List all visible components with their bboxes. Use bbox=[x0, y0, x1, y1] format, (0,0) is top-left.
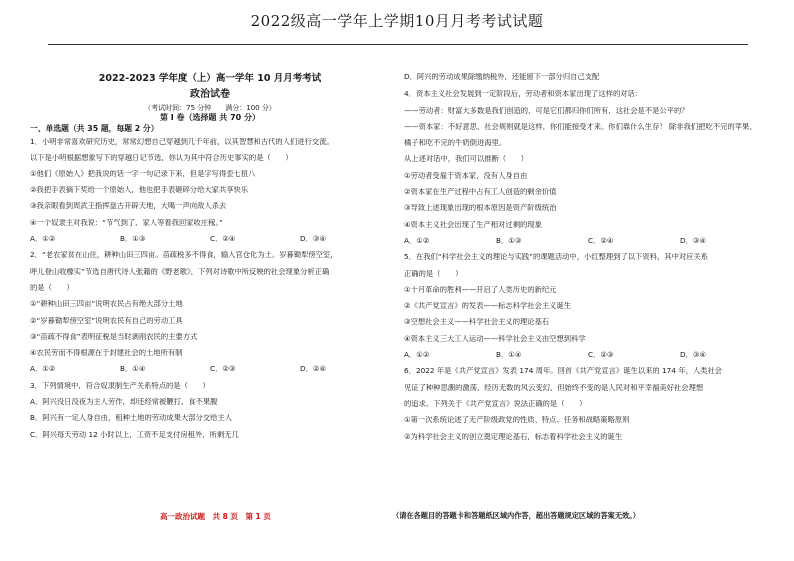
question-item: ④资本主义三大工人运动——科学社会主义由空想到科学 bbox=[404, 334, 586, 343]
option-c: C．②③ bbox=[588, 350, 614, 360]
question-stem: 见证了种种思潮的激荡，经历无数的风云变幻，但始终不变的是人民对和平幸福美好社会理想 bbox=[404, 383, 704, 391]
question-item: ④资本主义社会出现了生产相对过剩的现象 bbox=[404, 220, 542, 228]
question-stem: 6．2022 年是《共产党宣言》发表 174 周年。回首《共产党宣言》诞生以来的 174 年，人类社会 bbox=[404, 367, 723, 375]
option-c: C．②④ bbox=[210, 234, 236, 244]
answer-area-notice: （请在各题目的答题卡和答题纸区域内作答，超出答题规定区域的答案无效。） bbox=[392, 511, 640, 520]
header-title: 2022级高一学年上学期10月月考考试试题 bbox=[250, 12, 544, 30]
question-stem: 1．小明非常喜欢研究历史，常常幻想自己穿越到几千年前，以其智慧和古代的人们进行交流。 bbox=[30, 138, 334, 146]
part-title: 第 I 卷（选择题 共 70 分） bbox=[159, 112, 261, 122]
question-item: D．阿兴的劳动成果除缴纳税外，还能留下一部分归自己支配 bbox=[404, 73, 600, 81]
option-c: C．②④ bbox=[588, 235, 614, 245]
option-a: A．①② bbox=[30, 364, 56, 374]
question-item: ②《共产党宣言》的发表——标志科学社会主义诞生 bbox=[404, 302, 572, 310]
option-b: B．①③ bbox=[496, 235, 522, 245]
option-b: B．①④ bbox=[120, 364, 146, 374]
question-item: ④一个奴隶主对我说：“节气到了，家人等着我回家收庄稼。” bbox=[30, 218, 223, 227]
option-b: B．①④ bbox=[496, 350, 522, 360]
question-stem: 以下是小明根据想象写下的穿越日记节选，你认为其中符合历史事实的是（ ） bbox=[30, 153, 293, 161]
question-stem: 的是（ ） bbox=[30, 283, 74, 292]
right-column bbox=[404, 70, 772, 440]
option-d: D．②④ bbox=[300, 364, 326, 374]
left-column bbox=[30, 70, 390, 438]
question-stem: 4．资本主义社会发展到一定阶段后，劳动者和资本家出现了这样的对话： bbox=[404, 90, 643, 98]
question-stem: 5．在我们“科学社会主义的理论与实践”的课题活动中，小红整理到了以下资料，其中对应关系 bbox=[404, 253, 709, 261]
option-a: A．①② bbox=[404, 350, 430, 360]
question-item: A．阿兴没日没夜为主人劳作，却还经常被鞭打、食不果腹 bbox=[30, 398, 218, 406]
question-6 bbox=[404, 367, 772, 439]
question-stem: 3．下列情境中，符合奴隶制生产关系特点的是（ ） bbox=[30, 381, 210, 390]
dialog-line: 橘子和吃不完的牛奶倒进海里。 bbox=[404, 139, 507, 147]
subject-title: 政治试卷 bbox=[190, 88, 230, 100]
question-4 bbox=[404, 90, 772, 244]
question-1 bbox=[30, 138, 390, 242]
option-d: D．③④ bbox=[680, 235, 706, 245]
question-item: ②我把手表摘下奖给一个原始人，他也把手表砸碎分给大家共享快乐 bbox=[30, 186, 249, 194]
question-stem: 从上述对话中，我们可以推断（ ） bbox=[404, 155, 529, 163]
exam-info: （考试时间：75 分钟 满分：100 分） bbox=[144, 103, 276, 112]
page-footer-label: 高一政治试题 共 8 页 第 1 页 bbox=[160, 512, 271, 521]
section-heading: 一、单选题（共 35 题，每题 2 分） bbox=[30, 123, 159, 133]
question-stem: 2．“老农家贫在山住，耕种山田三四亩。苗疏税多不得食，输入官仓化为土。岁暮锄犁傍空室， bbox=[30, 251, 338, 259]
option-d: D．③④ bbox=[680, 350, 706, 360]
question-item: ④农民劳而不得根源在于封建社会的土地所有制 bbox=[30, 349, 183, 357]
question-item: ②为科学社会主义的创立奠定理论基石，标志着科学社会主义的诞生 bbox=[404, 432, 623, 440]
question-stem: 呼儿登山收橡实”节选自唐代诗人张籍的《野老歌》，下列对诗歌中所反映的社会现象分析正确 bbox=[30, 267, 330, 275]
dialog-line: ——劳动者：财富大多数是我们创造的，可是它们都归你们所有，这社会是不是公平的？ bbox=[404, 106, 689, 114]
question-item: ①第一次系统论述了无产阶级政党的性质、特点、任务和战略策略原则 bbox=[404, 416, 630, 424]
option-a: A．①② bbox=[404, 235, 430, 245]
question-item: ②“岁暮锄犁傍空室”说明农民有自己的劳动工具 bbox=[30, 316, 183, 324]
option-a: A．①② bbox=[30, 234, 56, 244]
dialog-line: ——资本家：不好意思，社会规则就是这样，你们能接受才来。你们靠什么生存！ 除非我们把吃不完的苹果、 bbox=[404, 122, 757, 131]
question-item: ①十月革命的胜利——开启了人类历史的新纪元 bbox=[404, 285, 557, 294]
question-item: ①劳动者受雇于资本家，没有人身自由 bbox=[404, 171, 528, 180]
question-item: ①“耕种山田三四亩”说明农民占有绝大部分土地 bbox=[30, 300, 183, 308]
question-item: ①他们《原始人》把我说的话一字一句记录下来，但是字写得歪七扭八 bbox=[30, 169, 256, 178]
question-item: ③导致上述现象出现的根本原因是资产阶级统治 bbox=[404, 204, 557, 212]
question-item: ③“苗疏不得食”表明征税是当时剥削农民的主要方式 bbox=[30, 332, 198, 341]
answer-options bbox=[30, 235, 390, 242]
answer-options bbox=[404, 351, 772, 358]
option-d: D．③④ bbox=[300, 234, 326, 244]
option-c: C．②③ bbox=[210, 364, 236, 374]
option-b: B．①③ bbox=[120, 234, 146, 244]
question-5 bbox=[404, 253, 772, 358]
question-item: B．阿兴有一定人身自由，租种土地的劳动成果大部分交给主人 bbox=[30, 414, 233, 422]
question-item: ③空想社会主义——科学社会主义的理论基石 bbox=[404, 318, 550, 326]
question-stem: 的追求。下列关于《共产党宣言》说法正确的是（ ） bbox=[404, 399, 587, 408]
question-item: C．阿兴每天劳动 12 小时以上，工资不足支付房租外，所剩无几 bbox=[30, 430, 239, 438]
question-stem: 正确的是（ ） bbox=[404, 269, 463, 277]
question-2 bbox=[30, 251, 390, 372]
question-item: ②资本家在生产过程中占有工人创造的剩余价值 bbox=[404, 188, 557, 196]
answer-options bbox=[30, 365, 390, 372]
question-item: ③我亲眼看到周武王指挥盘古开辟天地，大喝一声向敌人杀去 bbox=[30, 202, 227, 210]
question-3 bbox=[30, 382, 390, 438]
exam-title: 2022-2023 学年度（上）高一学年 10 月月考考试 bbox=[98, 73, 322, 84]
header-divider bbox=[48, 44, 748, 45]
answer-options bbox=[404, 237, 772, 244]
